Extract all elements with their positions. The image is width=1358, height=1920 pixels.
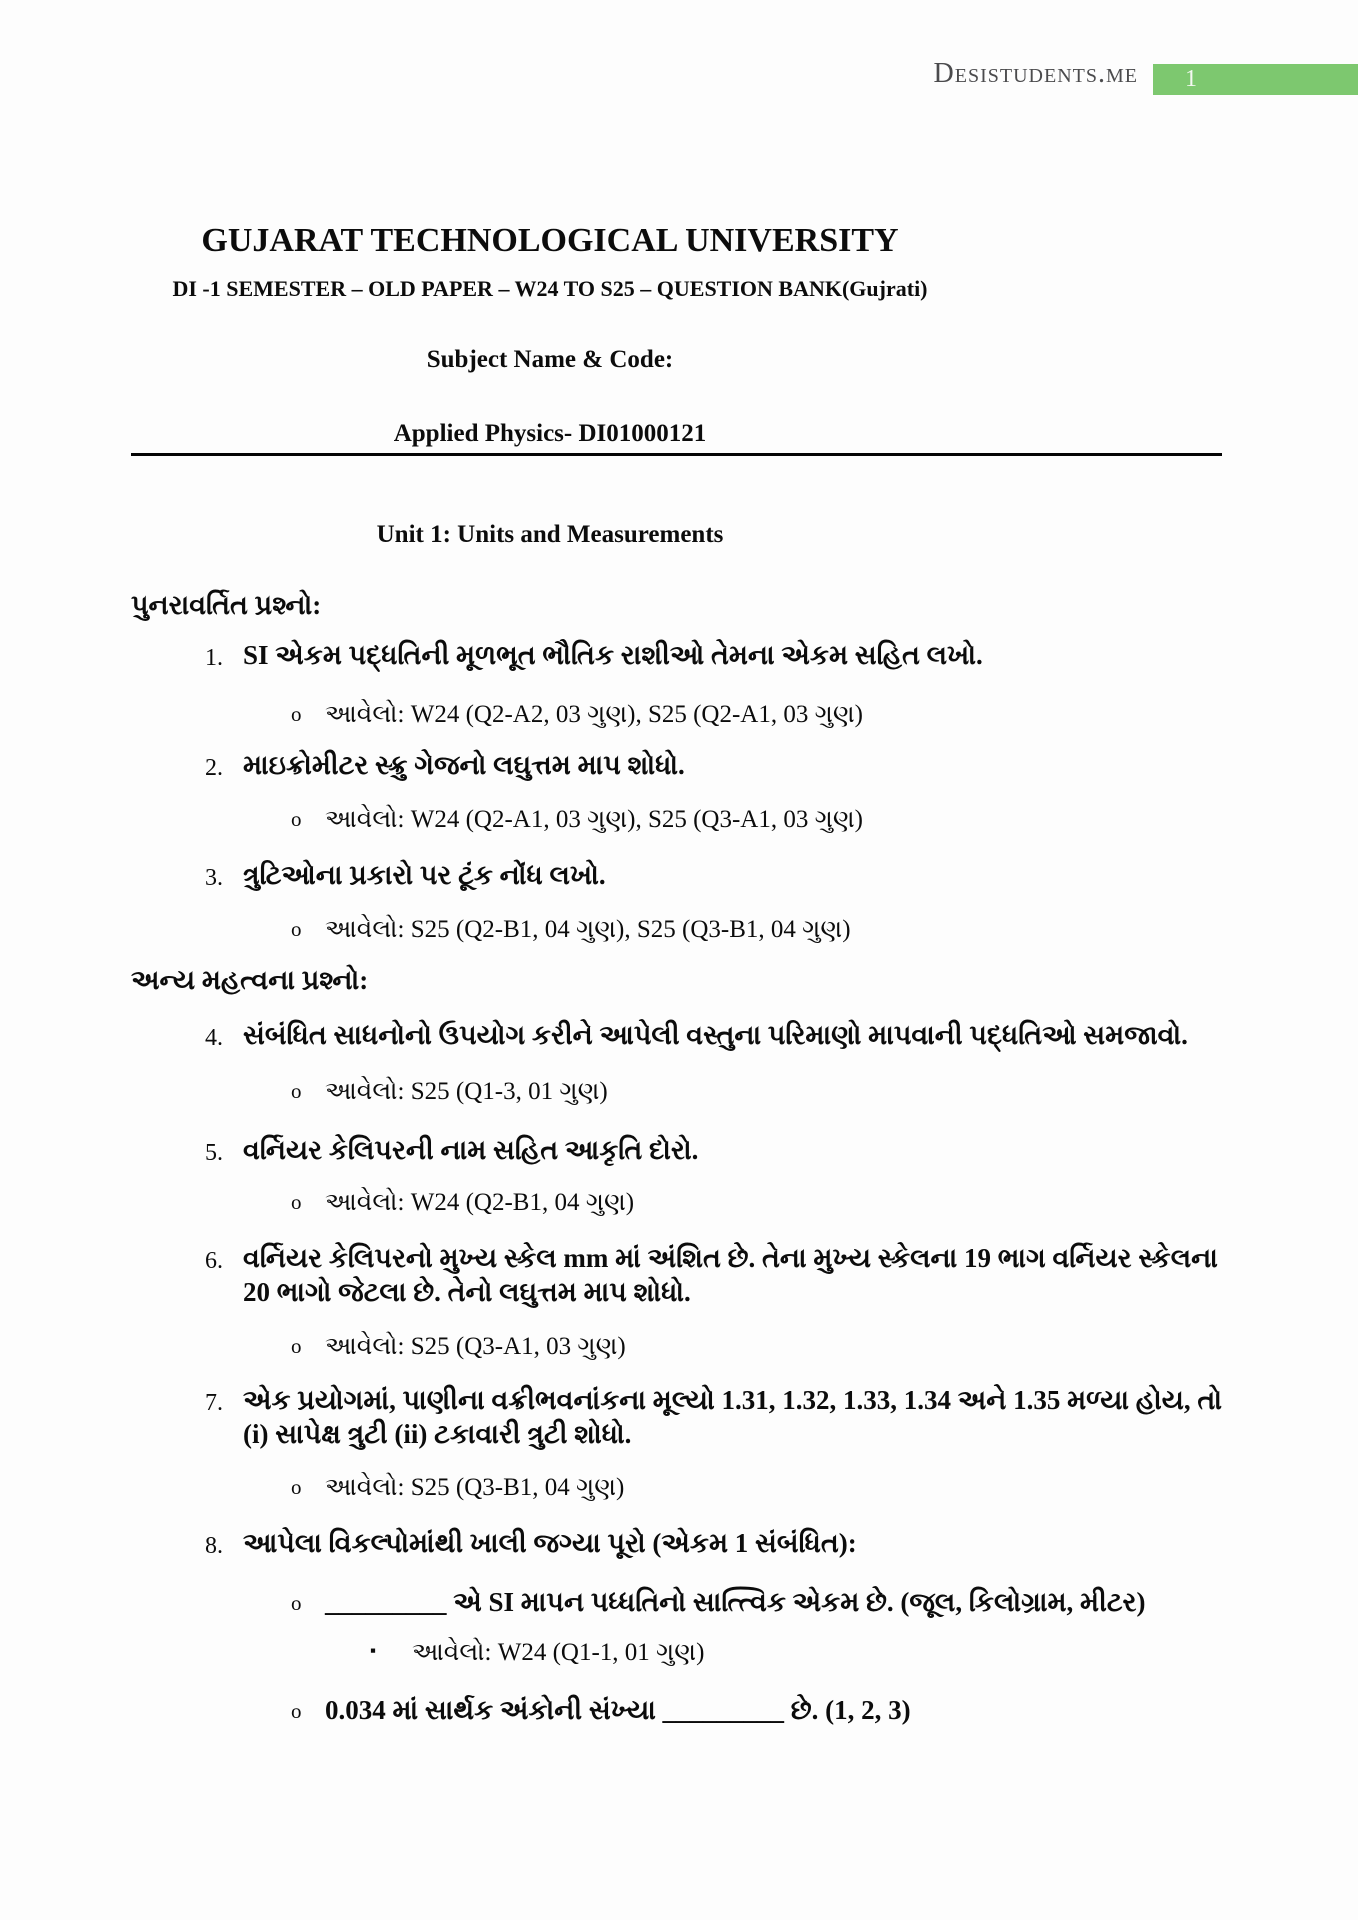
appeared-text: આવેલો: S25 (Q2-B1, 04 ગુણ), S25 (Q3-B1, 04 ગુણ): [325, 916, 851, 943]
question-item-8: [131, 1526, 1227, 1560]
question-text: ત્રુટિઓના પ્રકારો પર ટૂંક નોંધ લખો.: [243, 860, 606, 890]
appeared-item: [131, 699, 1227, 731]
appeared-item: [131, 914, 1227, 946]
question-item-5: [131, 1133, 1227, 1167]
appeared-item: [131, 1331, 1227, 1363]
divider-rule: [131, 453, 1222, 456]
circle-bullet-icon: o: [291, 807, 302, 831]
question-number: 4.: [205, 1025, 223, 1051]
circle-bullet-icon: o: [291, 702, 302, 726]
appeared-item: [131, 1472, 1227, 1504]
question-text: વર્નિયર કેલિપરની નામ સહિત આકૃતિ દોરો.: [243, 1135, 699, 1165]
question-item-1: [131, 638, 1227, 672]
question-item-7: [131, 1383, 1227, 1451]
square-bullet-icon: ▪: [370, 1641, 377, 1660]
university-title: GUJARAT TECHNOLOGICAL UNIVERSITY: [201, 222, 899, 259]
appeared-item: [131, 804, 1227, 836]
circle-bullet-icon: o: [291, 1699, 302, 1723]
subject-label: Subject Name & Code:: [426, 346, 674, 373]
question-item-2: [131, 748, 1227, 782]
circle-bullet-icon: o: [291, 1079, 302, 1103]
appeared-text: આવેલો: S25 (Q1-3, 01 ગુણ): [325, 1078, 608, 1105]
appeared-item: [131, 1187, 1227, 1219]
page-number-badge: [1153, 64, 1358, 95]
document-body: [0, 219, 1358, 1727]
question-number: 3.: [205, 865, 223, 891]
circle-bullet-icon: o: [291, 1475, 302, 1499]
unit-heading-wrap: [131, 519, 969, 551]
appeared-text: આવેલો: W24 (Q2-B1, 04 ગુણ): [325, 1189, 635, 1216]
question-number: 2.: [205, 755, 223, 781]
title-block: [131, 219, 969, 450]
question-text: એક પ્રયોગમાં, પાણીના વક્રીભવનાંકના મૂલ્યો 1.31, 1.32, 1.33, 1.34 અને 1.35 મળ્યા હોય, તો (i) સાપેક્ષ ત્રુટી (ii) ટકાવારી ત્રુટી શોધો.: [243, 1385, 1222, 1449]
appeared-text: આવેલો: W24 (Q2-A1, 03 ગુણ), S25 (Q3-A1, 03 ગુણ): [325, 806, 863, 833]
unit-heading: Unit 1: Units and Measurements: [376, 521, 724, 548]
appeared-text: આવેલો: S25 (Q3-A1, 03 ગુણ): [325, 1333, 626, 1360]
question-text: SI એકમ પદ્ધતિની મૂળભૂત ભૌતિક રાશીઓ તેમના એકમ સહિત લખો.: [243, 640, 983, 670]
circle-bullet-icon: o: [291, 1591, 302, 1615]
appeared-text: આવેલો: S25 (Q3-B1, 04 ગુણ): [325, 1474, 625, 1501]
question-number: 6.: [205, 1248, 223, 1274]
appeared-text: આવેલો: W24 (Q2-A2, 03 ગુણ), S25 (Q2-A1, 03 ગુણ): [325, 701, 863, 728]
question-text: સંબંધિત સાધનોનો ઉપયોગ કરીને આપેલી વસ્તુના પરિમાણો માપવાની પદ્ધતિઓ સમજાવો.: [243, 1020, 1188, 1050]
fill-blank-option-1: [131, 1585, 1227, 1619]
question-item-3: [131, 858, 1227, 892]
question-number: 1.: [205, 645, 223, 671]
question-item-6: [131, 1241, 1227, 1309]
appeared-item: [131, 1076, 1227, 1108]
section-heading-other: અન્ય મહત્વના પ્રશ્નો:: [131, 965, 369, 995]
page-number: 1: [1185, 66, 1197, 92]
question-number: 7.: [205, 1390, 223, 1416]
circle-bullet-icon: o: [291, 1190, 302, 1214]
question-number: 8.: [205, 1533, 223, 1559]
fill-blank-option-2: [131, 1693, 1227, 1727]
question-text: માઇક્રોમીટર સ્ક્રુ ગેજનો લઘુત્તમ માપ શોધો.: [243, 750, 685, 780]
circle-bullet-icon: o: [291, 1334, 302, 1358]
question-item-4: [131, 1018, 1227, 1052]
question-text: વર્નિયર કેલિપરનો મુખ્ય સ્કેલ mm માં અંશિત છે. તેના મુખ્ય સ્કેલના 19 ભાગ વર્નિયર સ્કેલના 20 ભાગો જેટલા છે. તેનો લઘુત્તમ માપ શોધો.: [243, 1243, 1218, 1307]
subject-code: Applied Physics- DI01000121: [393, 420, 707, 447]
site-watermark: Desistudents.me: [933, 58, 1138, 89]
circle-bullet-icon: o: [291, 917, 302, 941]
option-text: _________ એ SI માપન પધ્ધતિનો સાત્ત્વિક એકમ છે. (જૂલ, કિલોગ્રામ, મીટર): [325, 1587, 1146, 1617]
question-text: આપેલા વિકલ્પોમાંથી ખાલી જગ્યા પૂરો (એકમ 1 સંબંધિત):: [243, 1528, 857, 1558]
appeared-item: [131, 1637, 1227, 1669]
option-text: 0.034 માં સાર્થક અંકોની સંખ્યા _________ છે. (1, 2, 3): [325, 1695, 911, 1725]
section-heading-repeated: પુનરાવર્તિત પ્રશ્નો:: [131, 590, 322, 620]
page-header: [0, 56, 1358, 96]
appeared-text: આવેલો: W24 (Q1-1, 01 ગુણ): [412, 1639, 705, 1666]
question-number: 5.: [205, 1140, 223, 1166]
paper-line: DI -1 SEMESTER – OLD PAPER – W24 TO S25 – QUESTION BANK(Gujrati): [172, 276, 928, 301]
